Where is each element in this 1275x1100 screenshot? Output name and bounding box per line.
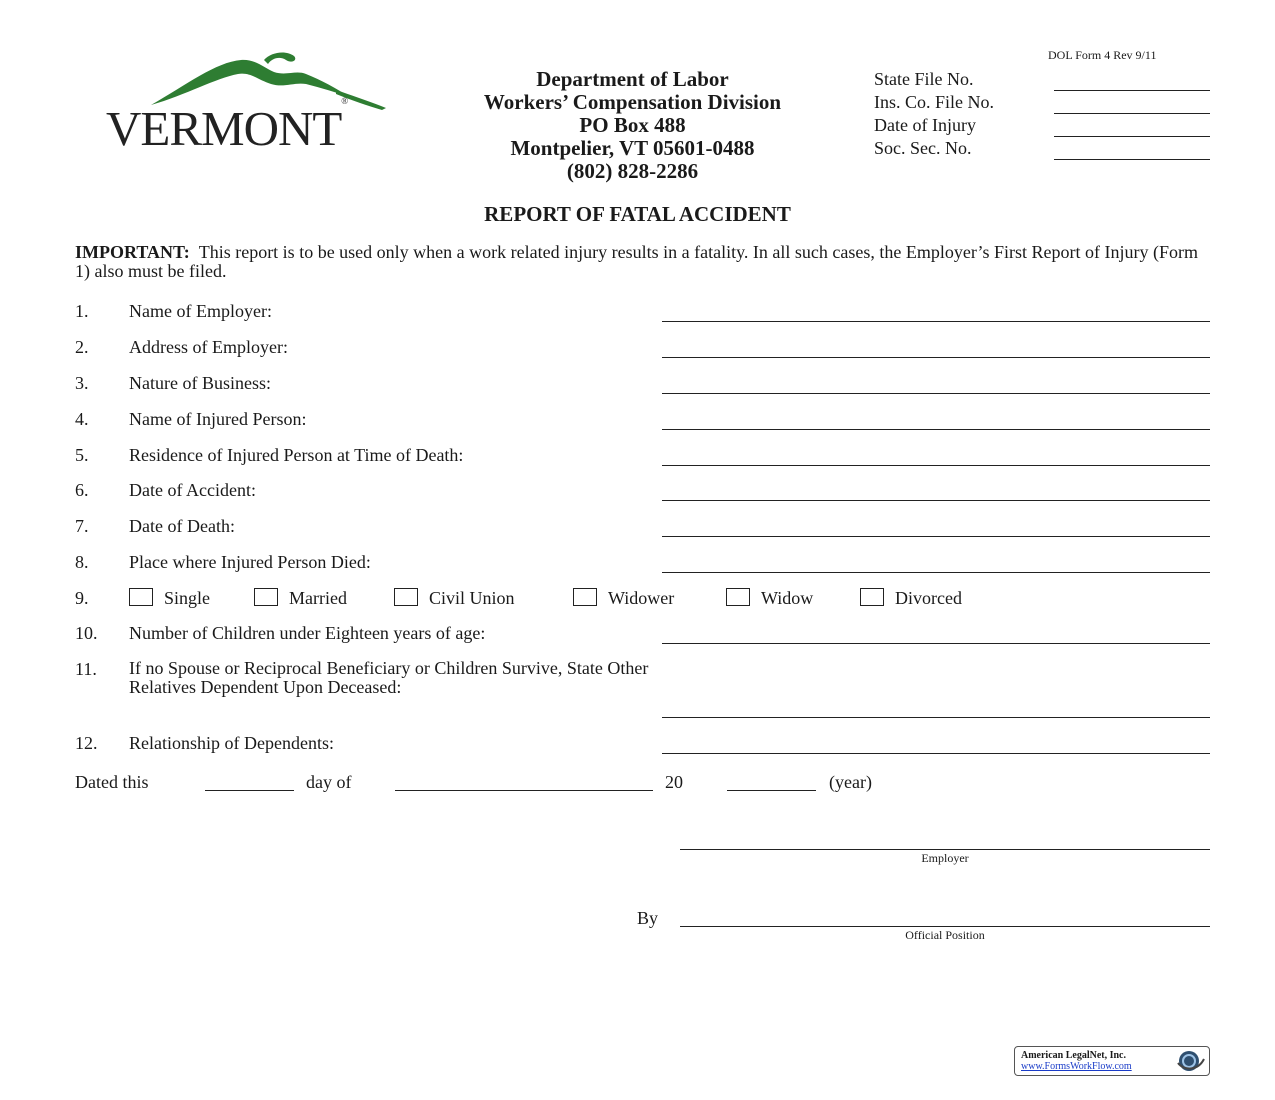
children-count-field[interactable]: [662, 643, 1210, 644]
item-number: 4.: [75, 409, 89, 429]
logo-text: VERMONT: [106, 101, 342, 156]
item-label: Date of Accident:: [129, 480, 256, 500]
date-of-injury-field[interactable]: [1054, 136, 1210, 137]
checkbox-single[interactable]: [129, 588, 153, 606]
item-label: Residence of Injured Person at Time of Death:: [129, 445, 464, 465]
option-married[interactable]: [254, 588, 347, 609]
other-dependents-field[interactable]: [662, 717, 1210, 718]
official-position-field[interactable]: [680, 926, 1210, 927]
item-number: 10.: [75, 623, 98, 643]
ssn-field[interactable]: [1054, 159, 1210, 160]
badge-name: American LegalNet, Inc.: [1021, 1050, 1126, 1061]
badge-link[interactable]: www.FormsWorkFlow.com: [1021, 1061, 1132, 1072]
item-label: Name of Injured Person:: [129, 409, 307, 429]
item-number: 2.: [75, 337, 89, 357]
day-of-label: day of: [306, 772, 352, 792]
item-number: 3.: [75, 373, 89, 393]
employer-caption: Employer: [921, 851, 969, 865]
header-line: Workers’ Compensation Division: [483, 90, 782, 114]
item-label: If no Spouse or Reciprocal Beneficiary or Children Survive, State Other Relatives Dependent Upon Deceased:: [129, 658, 649, 697]
registered-mark: ®: [341, 96, 348, 106]
file-numbers: [874, 69, 1214, 161]
item-number: 5.: [75, 445, 89, 465]
page-title: REPORT OF FATAL ACCIDENT: [484, 202, 791, 226]
option-widow[interactable]: [726, 588, 813, 609]
vermont-logo: [106, 50, 396, 156]
header-line: Montpelier, VT 05601-0488: [510, 136, 755, 160]
century-label: 20: [665, 772, 683, 792]
item-label: Nature of Business:: [129, 373, 271, 393]
item-label: Name of Employer:: [129, 301, 272, 321]
ssn-label: Soc. Sec. No.: [874, 138, 972, 158]
important-notice: [75, 243, 1210, 281]
by-label: By: [637, 908, 659, 928]
option-label: Widower: [608, 588, 675, 608]
item-number: 9.: [75, 588, 89, 608]
item-label: Number of Children under Eighteen years of age:: [129, 623, 486, 643]
item-number: 1.: [75, 301, 89, 321]
employer-name-field[interactable]: [662, 321, 1210, 322]
date-of-accident-field[interactable]: [662, 500, 1210, 501]
residence-field[interactable]: [662, 465, 1210, 466]
option-label: Widow: [761, 588, 814, 608]
place-of-death-field[interactable]: [662, 572, 1210, 573]
option-divorced[interactable]: [860, 588, 962, 609]
item-label: Date of Death:: [129, 516, 235, 536]
form-id: DOL Form 4 Rev 9/11: [1048, 48, 1157, 62]
employer-address-field[interactable]: [662, 357, 1210, 358]
header-line: Department of Labor: [536, 67, 729, 91]
dated-prefix: Dated this: [75, 772, 149, 792]
option-civil-union[interactable]: [394, 588, 515, 609]
injured-person-name-field[interactable]: [662, 429, 1210, 430]
item-number: 8.: [75, 552, 89, 572]
agency-header: [410, 68, 855, 183]
legalnet-badge: [1014, 1046, 1210, 1076]
year-field[interactable]: [727, 790, 816, 791]
state-file-field[interactable]: [1054, 90, 1210, 91]
important-text: This report is to be used only when a work related injury results in a fatality. In all such cases, the Employer’s First Report of Injury (Form 1) also must be filed.: [75, 242, 1198, 281]
option-label: Divorced: [895, 588, 962, 608]
option-single[interactable]: [129, 588, 210, 609]
ins-co-file-label: Ins. Co. File No.: [874, 92, 995, 112]
checkbox-divorced[interactable]: [860, 588, 884, 606]
important-label: IMPORTANT:: [75, 242, 190, 262]
item-label: Relationship of Dependents:: [129, 733, 334, 753]
relationship-field[interactable]: [662, 753, 1210, 754]
item-number: 12.: [75, 733, 98, 753]
item-number: 11.: [75, 659, 97, 679]
day-field[interactable]: [205, 790, 294, 791]
month-field[interactable]: [395, 790, 653, 791]
option-label: Civil Union: [429, 588, 515, 608]
date-of-death-field[interactable]: [662, 536, 1210, 537]
position-caption: Official Position: [905, 928, 985, 942]
item-label: Place where Injured Person Died:: [129, 552, 371, 572]
nature-of-business-field[interactable]: [662, 393, 1210, 394]
header-line: PO Box 488: [579, 113, 686, 137]
item-number: 7.: [75, 516, 89, 536]
dated-line: [75, 772, 975, 796]
item-label: Address of Employer:: [129, 337, 288, 357]
checkbox-married[interactable]: [254, 588, 278, 606]
option-label: Married: [289, 588, 347, 608]
date-of-injury-label: Date of Injury: [874, 115, 976, 135]
checkbox-civil-union[interactable]: [394, 588, 418, 606]
option-label: Single: [164, 588, 211, 608]
option-widower[interactable]: [573, 588, 674, 609]
ins-co-file-field[interactable]: [1054, 113, 1210, 114]
globe-icon: [1172, 1049, 1206, 1073]
checkbox-widow[interactable]: [726, 588, 750, 606]
state-file-label: State File No.: [874, 69, 974, 89]
checkbox-widower[interactable]: [573, 588, 597, 606]
employer-signature-field[interactable]: [680, 849, 1210, 850]
item-number: 6.: [75, 480, 89, 500]
year-label: (year): [829, 772, 872, 792]
header-line: (802) 828-2286: [566, 159, 699, 183]
